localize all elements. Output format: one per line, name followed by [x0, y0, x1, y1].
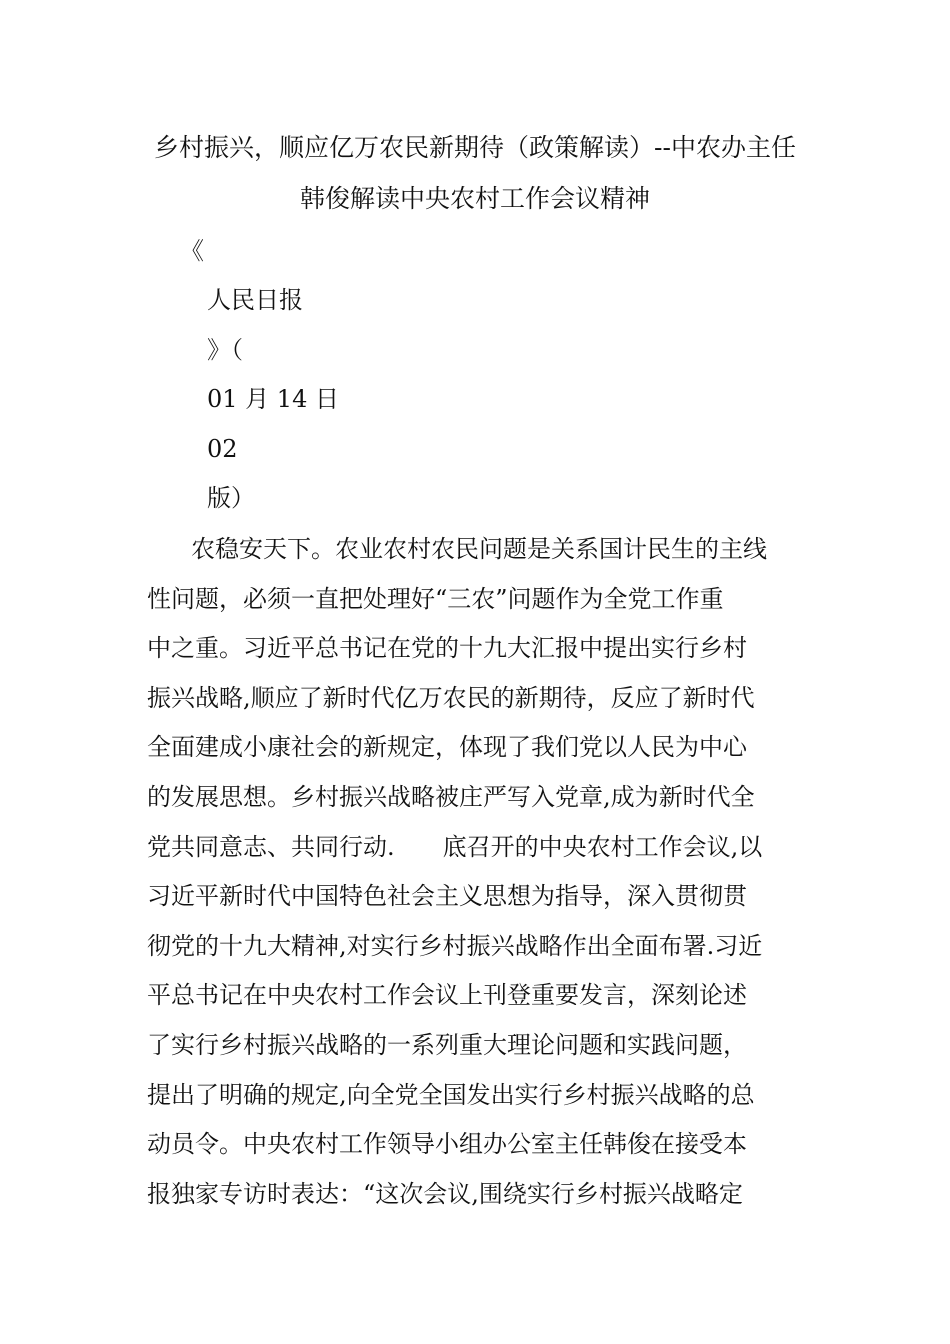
body-line: 振兴战略,顺应了新时代亿万农民的新期待，反应了新时代 — [147, 683, 755, 712]
body-line: 党共同意志、共同行动. 底召开的中央农村工作会议,以 — [147, 832, 763, 861]
document-title-line-2: 韩俊解读中央农村工作会议精神 — [299, 184, 650, 213]
body-line: 习近平新时代中国特色社会主义思想为指导，深入贯彻贯 — [147, 882, 747, 911]
source-close-bracket: 》（ — [207, 336, 243, 364]
body-line: 动员令。中央农村工作领导小组办公室主任韩俊在接受本 — [147, 1130, 747, 1159]
source-edition: 版） — [207, 484, 255, 512]
source-open-bracket: 《 — [180, 237, 204, 265]
body-line: 农稳安天下。农业农村农民问题是关系国计民生的主线 — [191, 535, 767, 563]
body-line: 全面建成小康社会的新规定，体现了我们党以人民为中心 — [147, 733, 747, 762]
source-newspaper: 人民日报 — [207, 286, 303, 314]
body-line: 的发展思想。乡村振兴战略被庄严写入党章,成为新时代全 — [147, 782, 755, 811]
body-line: 报独家专访时表达：“这次会议,围绕实行乡村振兴战略定 — [147, 1179, 743, 1208]
body-line: 中之重。习近平总书记在党的十九大汇报中提出实行乡村 — [147, 634, 747, 663]
body-line: 彻党的十九大精神,对实行乡村振兴战略作出全面布署.习近 — [147, 931, 763, 960]
body-line: 平总书记在中央农村工作会议上刊登重要发言，深刻论述 — [147, 981, 747, 1010]
source-date: 01 月 14 日 — [207, 385, 339, 413]
body-line: 了实行乡村振兴战略的一系列重大理论问题和实践问题， — [147, 1030, 747, 1059]
document-title-line-1: 乡村振兴，顺应亿万农民新期待（政策解读）--中农办主任 — [154, 133, 796, 162]
source-page: 02 — [207, 435, 238, 463]
article-body — [147, 532, 807, 1226]
body-line: 性问题，必须一直把处理好“三农”问题作为全党工作重 — [147, 584, 724, 613]
body-line: 提出了明确的规定,向全党全国发出实行乡村振兴战略的总 — [147, 1080, 755, 1109]
